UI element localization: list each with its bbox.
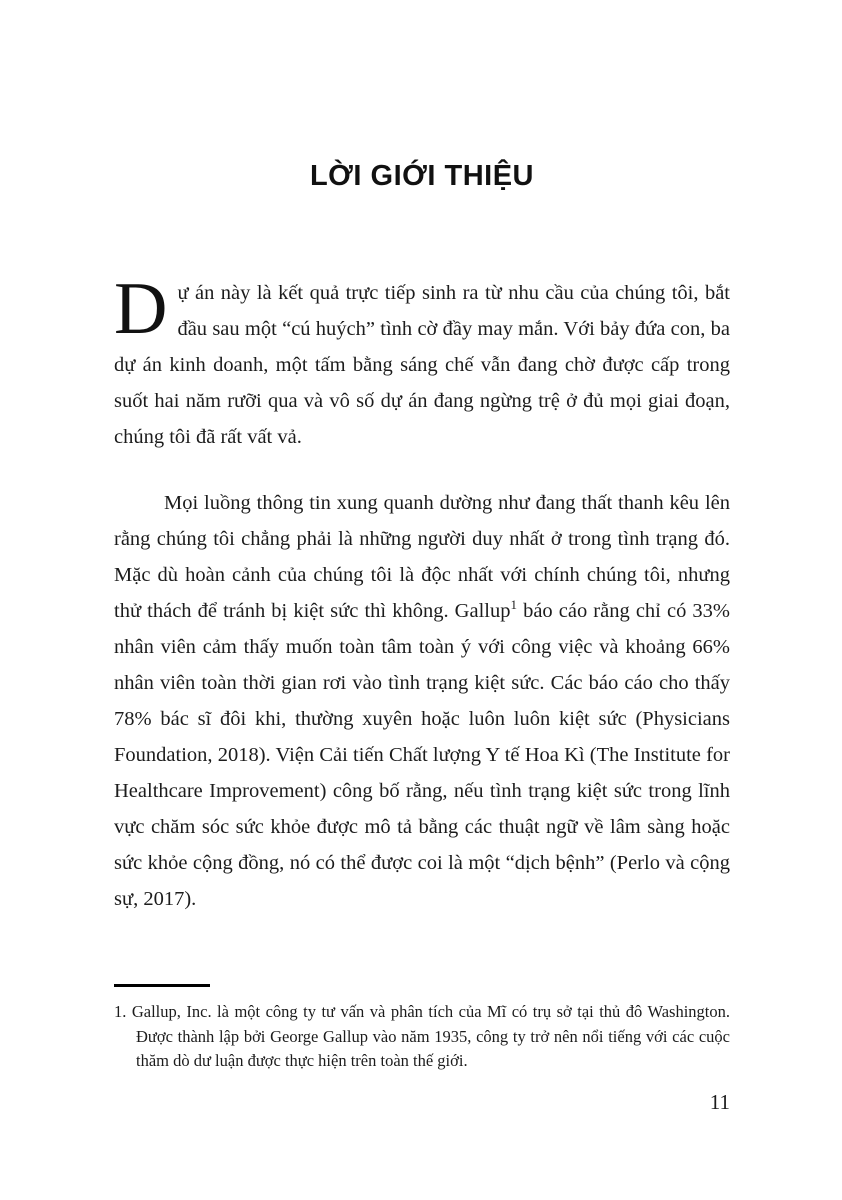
footnote-reference-marker: 1 — [510, 597, 517, 613]
dropcap-letter: D — [114, 268, 168, 350]
paragraph-text: ự án này là kết quả trực tiếp sinh ra từ nhu cầu của chúng tôi, bắt đầu sau một “cú huých” tình cờ đầy may mắn. Với bảy đứa con, ba dự án kinh doanh, một tấm bằng sáng chế vẫn đang chờ được cấp trong suốt hai năm rưỡi qua và vô số dự án đang ngừng trệ ở đủ mọi giai đoạn, chúng tôi đã rất vất vả. — [114, 282, 730, 448]
footnote-marker: 1. — [114, 1002, 127, 1021]
page-content — [114, 160, 730, 947]
paragraph-text: báo cáo rằng chỉ có 33% nhân viên cảm thấy muốn toàn tâm toàn ý với công việc và khoảng 66% nhân viên toàn thời gian rơi vào tình trạng kiệt sức. Các báo cáo cho thấy 78% bác sĩ đôi khi, thường xuyên hoặc luôn luôn kiệt sức (Physicians Foundation, 2018). Viện Cải tiến Chất lượng Y tế Hoa Kì (The Institute for Healthcare Improvement) công bố rằng, nếu tình trạng kiệt sức trong lĩnh vực chăm sóc sức khỏe được mô tả bằng các thuật ngữ về lâm sàng hoặc sức khỏe cộng đồng, nó có thể được coi là một “dịch bệnh” (Perlo và cộng sự, 2017). — [114, 600, 730, 910]
paragraph-text: Mọi luồng thông tin xung quanh dường như đang thất thanh kêu lên rằng chúng tôi chẳng phải là những người duy nhất ở trong tình trạng đó. Mặc dù hoàn cảnh của chúng tôi là độc nhất với chính chúng tôi, nhưng thử thách để tránh bị kiệt sức thì không. Gallup — [114, 492, 730, 622]
page-title: LỜI GIỚI THIỆU — [309, 160, 535, 192]
footnote-divider — [114, 984, 210, 987]
footnote-section — [114, 984, 730, 1074]
page-number: 11 — [709, 1090, 730, 1114]
paragraph — [114, 485, 730, 917]
footnote-text: Gallup, Inc. là một công ty tư vấn và phân tích của Mĩ có trụ sở tại thủ đô Washington. Được thành lập bởi George Gallup vào năm 1935, công ty trở nên nổi tiếng với các cuộc thăm dò dư luận được thực hiện trên toàn thế giới. — [131, 1002, 731, 1070]
footnote — [114, 1000, 730, 1074]
paragraph — [114, 268, 730, 455]
